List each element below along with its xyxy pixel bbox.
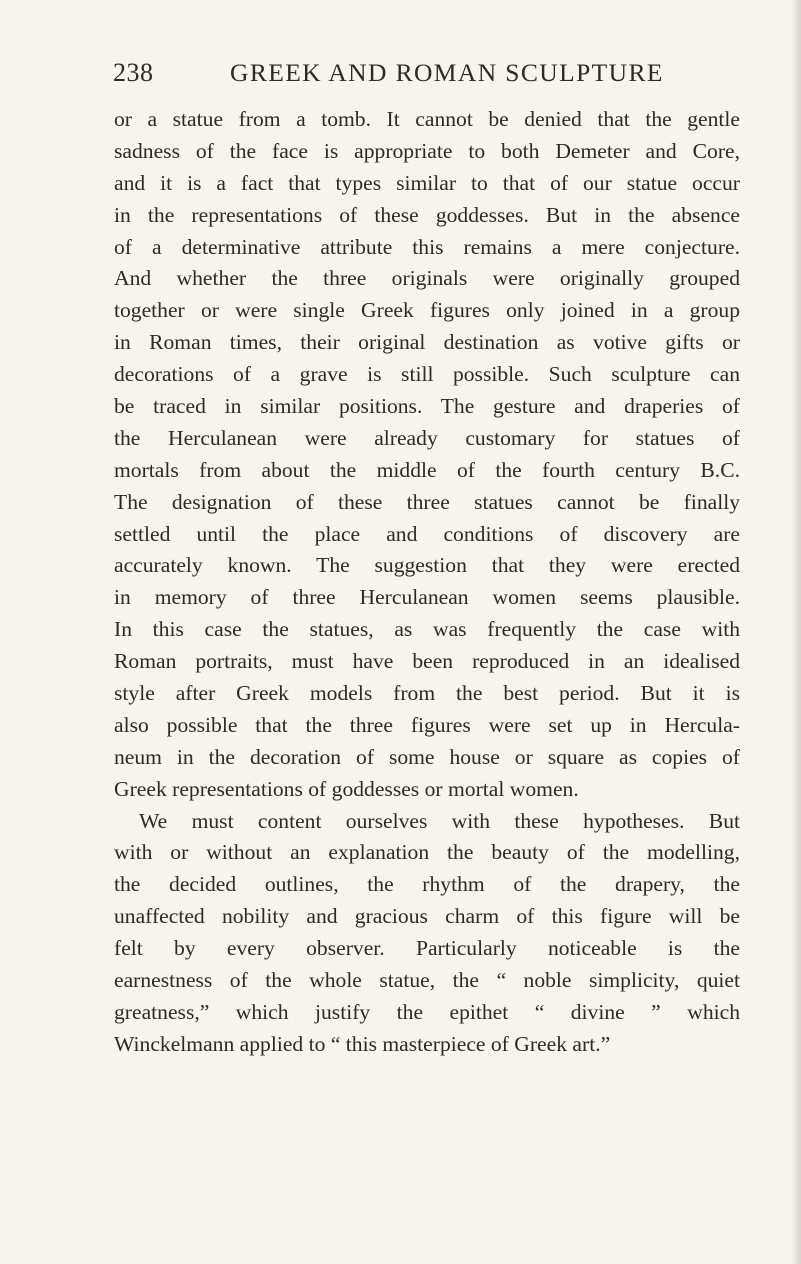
text-line: The designation of these three statues cannot be finally bbox=[114, 489, 740, 514]
text-line: earnestness of the whole statue, the “ noble simplicity, quiet bbox=[114, 968, 740, 993]
text-line: in Roman times, their original destination as votive gifts or bbox=[114, 330, 740, 355]
page-edge-shadow bbox=[791, 0, 801, 1264]
text-line: greatness,” which justify the epithet “ divine ” which bbox=[114, 999, 740, 1024]
text-line: be traced in similar positions. The gesture and draperies of bbox=[114, 394, 740, 419]
text-line: also possible that the three figures were set up in Hercula- bbox=[114, 712, 740, 737]
text-line: In this case the statues, as was frequently the case with bbox=[114, 617, 740, 642]
text-line: Roman portraits, must have been reproduced in an idealised bbox=[114, 649, 740, 674]
paragraph-end-line: Greek representations of goddesses or mortal women. bbox=[114, 776, 579, 801]
text-line: together or were single Greek figures only joined in a group bbox=[114, 298, 740, 323]
text-line: settled until the place and conditions of discovery are bbox=[114, 521, 740, 546]
text-line: and it is a fact that types similar to that of our statue occur bbox=[114, 170, 740, 195]
text-line: accurately known. The suggestion that they were erected bbox=[114, 553, 740, 578]
text-line: unaffected nobility and gracious charm of this figure will be bbox=[114, 904, 740, 929]
text-line: in memory of three Herculanean women seems plausible. bbox=[114, 585, 740, 610]
text-line: in the representations of these goddesses. But in the absence bbox=[114, 202, 740, 227]
text-line: neum in the decoration of some house or square as copies of bbox=[114, 744, 740, 769]
text-line: decorations of a grave is still possible. Such sculpture can bbox=[114, 362, 740, 387]
text-line: the Herculanean were already customary for statues of bbox=[114, 425, 740, 450]
paragraph-first-line: We must content ourselves with these hypotheses. But bbox=[139, 808, 740, 833]
text-line: of a determinative attribute this remains a mere conjecture. bbox=[114, 234, 740, 259]
text-line: with or without an explanation the beauty of the modelling, bbox=[114, 840, 740, 865]
text-line: or a statue from a tomb. It cannot be denied that the gentle bbox=[114, 107, 740, 131]
text-line: mortals from about the middle of the fourth century B.C. bbox=[114, 457, 740, 482]
text-line: style after Greek models from the best period. But it is bbox=[114, 681, 740, 706]
text-line: felt by every observer. Particularly noticeable is the bbox=[114, 936, 740, 961]
paragraph-end-line: Winckelmann applied to “ this masterpiece of Greek art.” bbox=[114, 1031, 611, 1056]
body-text bbox=[114, 104, 740, 1061]
text-line: sadness of the face is appropriate to both Demeter and Core, bbox=[114, 138, 740, 163]
running-head bbox=[113, 58, 673, 98]
text-line: And whether the three originals were originally grouped bbox=[114, 266, 740, 291]
text-line: the decided outlines, the rhythm of the drapery, the bbox=[114, 872, 740, 897]
running-title: GREEK AND ROMAN SCULPTURE bbox=[230, 58, 664, 87]
page-number: 238 bbox=[113, 58, 154, 87]
